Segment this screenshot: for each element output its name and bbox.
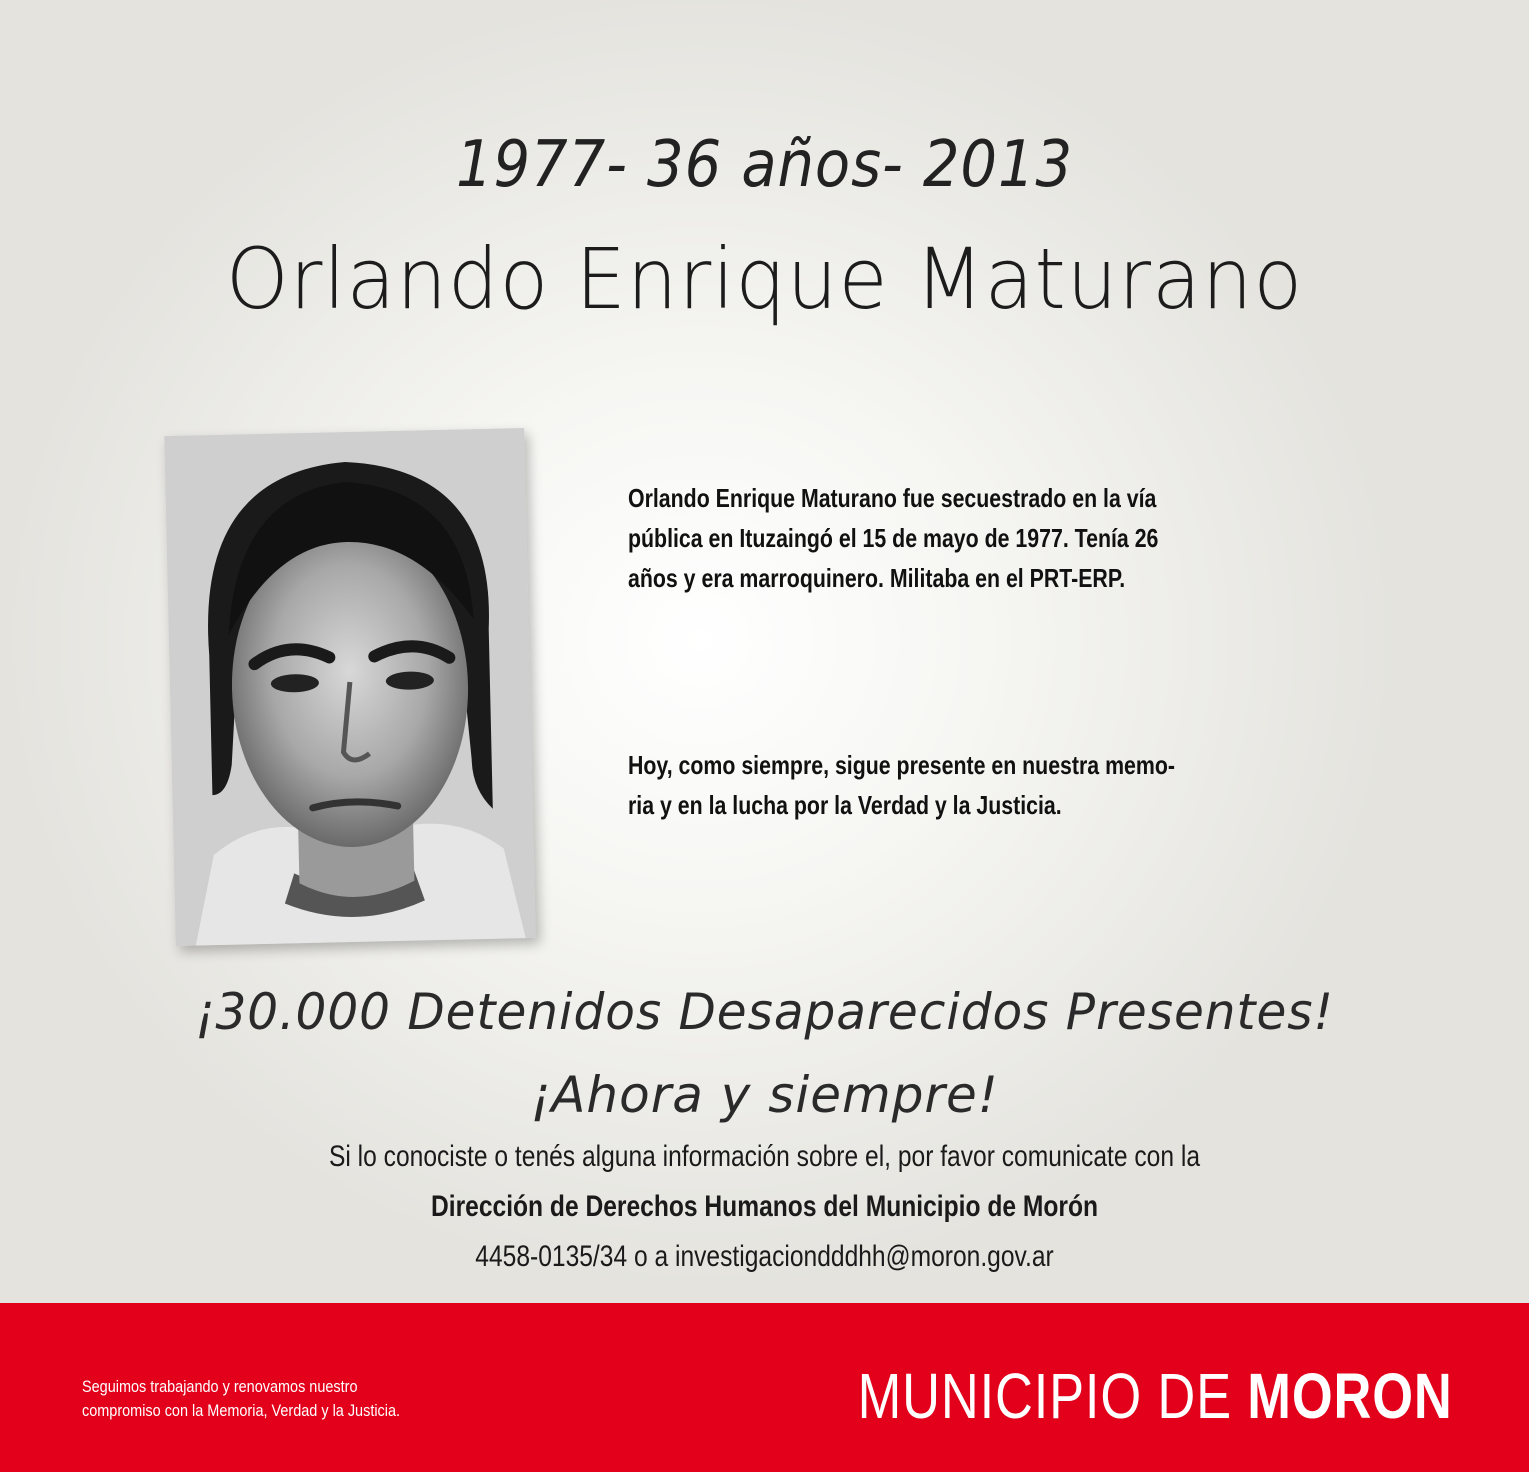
slogan-line-1: ¡30.000 Detenidos Desaparecidos Presentes! [195,983,1334,1041]
bio-line: Hoy, como siempre, sigue presente en nuestra memo- [628,750,1175,780]
years-heading: 1977- 36 años- 2013 [455,128,1074,202]
bio-paragraph-1 [628,478,1218,598]
bio-line: ria y en la lucha por la Verdad y la Justicia. [628,790,1062,820]
bio-paragraph-2 [628,745,1218,825]
footer-tagline-line: Seguimos trabajando y renovamos nuestro [82,1377,358,1396]
contact-office: Dirección de Derechos Humanos del Municipio de Morón [430,1190,1099,1223]
portrait-photo [164,428,535,946]
logo-text-light: MUNICIPIO DE [858,1360,1248,1432]
footer-tagline-line: compromiso con la Memoria, Verdad y la Justicia. [82,1401,401,1420]
slogan-line-2: ¡Ahora y siempre! [530,1066,999,1124]
bio-line: años y era marroquinero. Militaba en el PRT-ERP. [628,563,1126,593]
bio-line: pública en Ituzaingó el 15 de mayo de 1977. Tenía 26 [628,523,1159,553]
person-name-heading: Orlando Enrique Maturano [225,230,1304,328]
logo-text-bold: MORON [1247,1360,1453,1432]
contact-intro: Si lo conociste o tenés alguna información sobre el, por favor comunicate con la [328,1140,1201,1173]
contact-details: 4458-0135/34 o a investigaciondddhh@moron.gov.ar [475,1240,1054,1273]
footer-tagline [82,1375,507,1423]
footer-banner [0,1303,1529,1472]
municipality-logo [858,1359,1453,1433]
bio-line: Orlando Enrique Maturano fue secuestrado en la vía [628,483,1157,513]
